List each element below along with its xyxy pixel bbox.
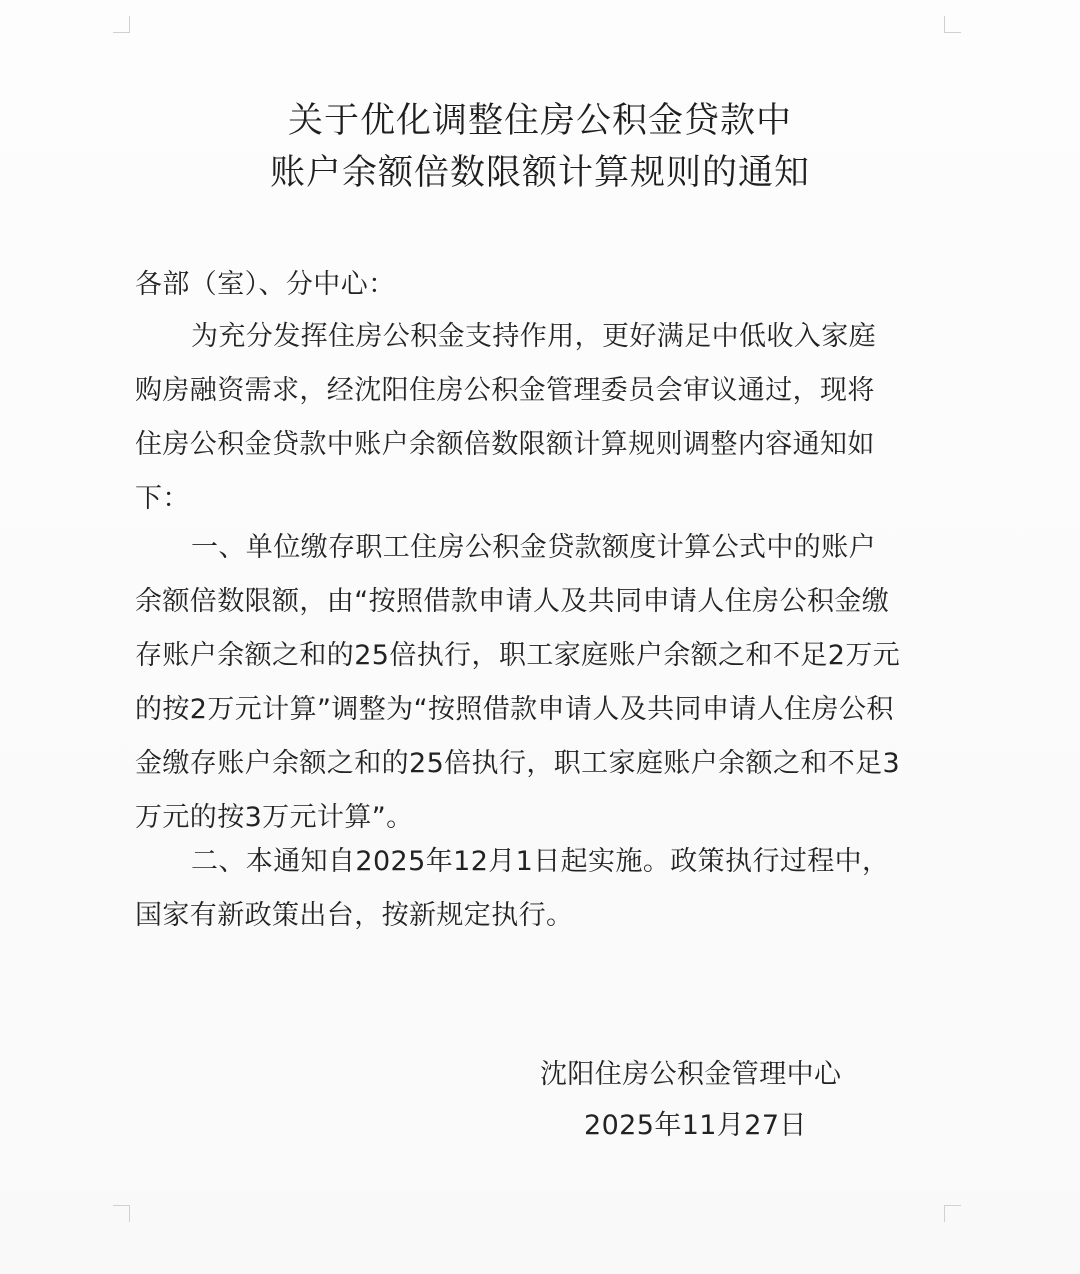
crop-mark-top-right bbox=[944, 16, 961, 33]
paragraph-line: 为充分发挥住房公积金支持作用，更好满足中低收入家庭 bbox=[191, 321, 876, 352]
paragraph-item-2 bbox=[135, 835, 947, 943]
signature-organization: 沈阳住房公积金管理中心 bbox=[540, 1059, 842, 1090]
document-title-line-2: 账户余额倍数限额计算规则的通知 bbox=[269, 153, 810, 193]
paragraph-line: 国家有新政策出台，按新规定执行。 bbox=[135, 900, 574, 931]
paragraph-line: 存账户余额之和的25倍执行，职工家庭账户余额之和不足2万元 bbox=[135, 640, 901, 671]
paragraph-line: 购房融资需求，经沈阳住房公积金管理委员会审议通过，现将 bbox=[135, 375, 875, 406]
paragraph-line: 万元的按3万元计算”。 bbox=[135, 802, 414, 833]
salutation-text: 各部（室）、分中心： bbox=[135, 269, 396, 300]
paragraph-line: 住房公积金贷款中账户余额倍数限额计算规则调整内容通知如 bbox=[135, 429, 875, 460]
crop-mark-bottom-right bbox=[944, 1205, 961, 1222]
paragraph-line: 金缴存账户余额之和的25倍执行，职工家庭账户余额之和不足3 bbox=[135, 748, 901, 779]
paragraph-line: 下： bbox=[135, 483, 190, 514]
paragraph-line: 余额倍数限额，由“按照借款申请人及共同申请人住房公积金缴 bbox=[135, 586, 890, 617]
document-title-line-1: 关于优化调整住房公积金贷款中 bbox=[287, 101, 792, 141]
paragraph-line: 一、单位缴存职工住房公积金贷款额度计算公式中的账户 bbox=[191, 532, 876, 563]
signature-date: 2025年11月27日 bbox=[584, 1110, 807, 1141]
paragraph-item-1 bbox=[135, 521, 947, 845]
salutation bbox=[135, 258, 947, 312]
crop-mark-top-left bbox=[113, 16, 130, 33]
paragraph-intro bbox=[135, 310, 947, 526]
paragraph-line: 的按2万元计算”调整为“按照借款申请人及共同申请人住房公积 bbox=[135, 694, 894, 725]
paragraph-line: 二、本通知自2025年12月1日起实施。政策执行过程中， bbox=[191, 846, 890, 877]
crop-mark-bottom-left bbox=[113, 1205, 130, 1222]
